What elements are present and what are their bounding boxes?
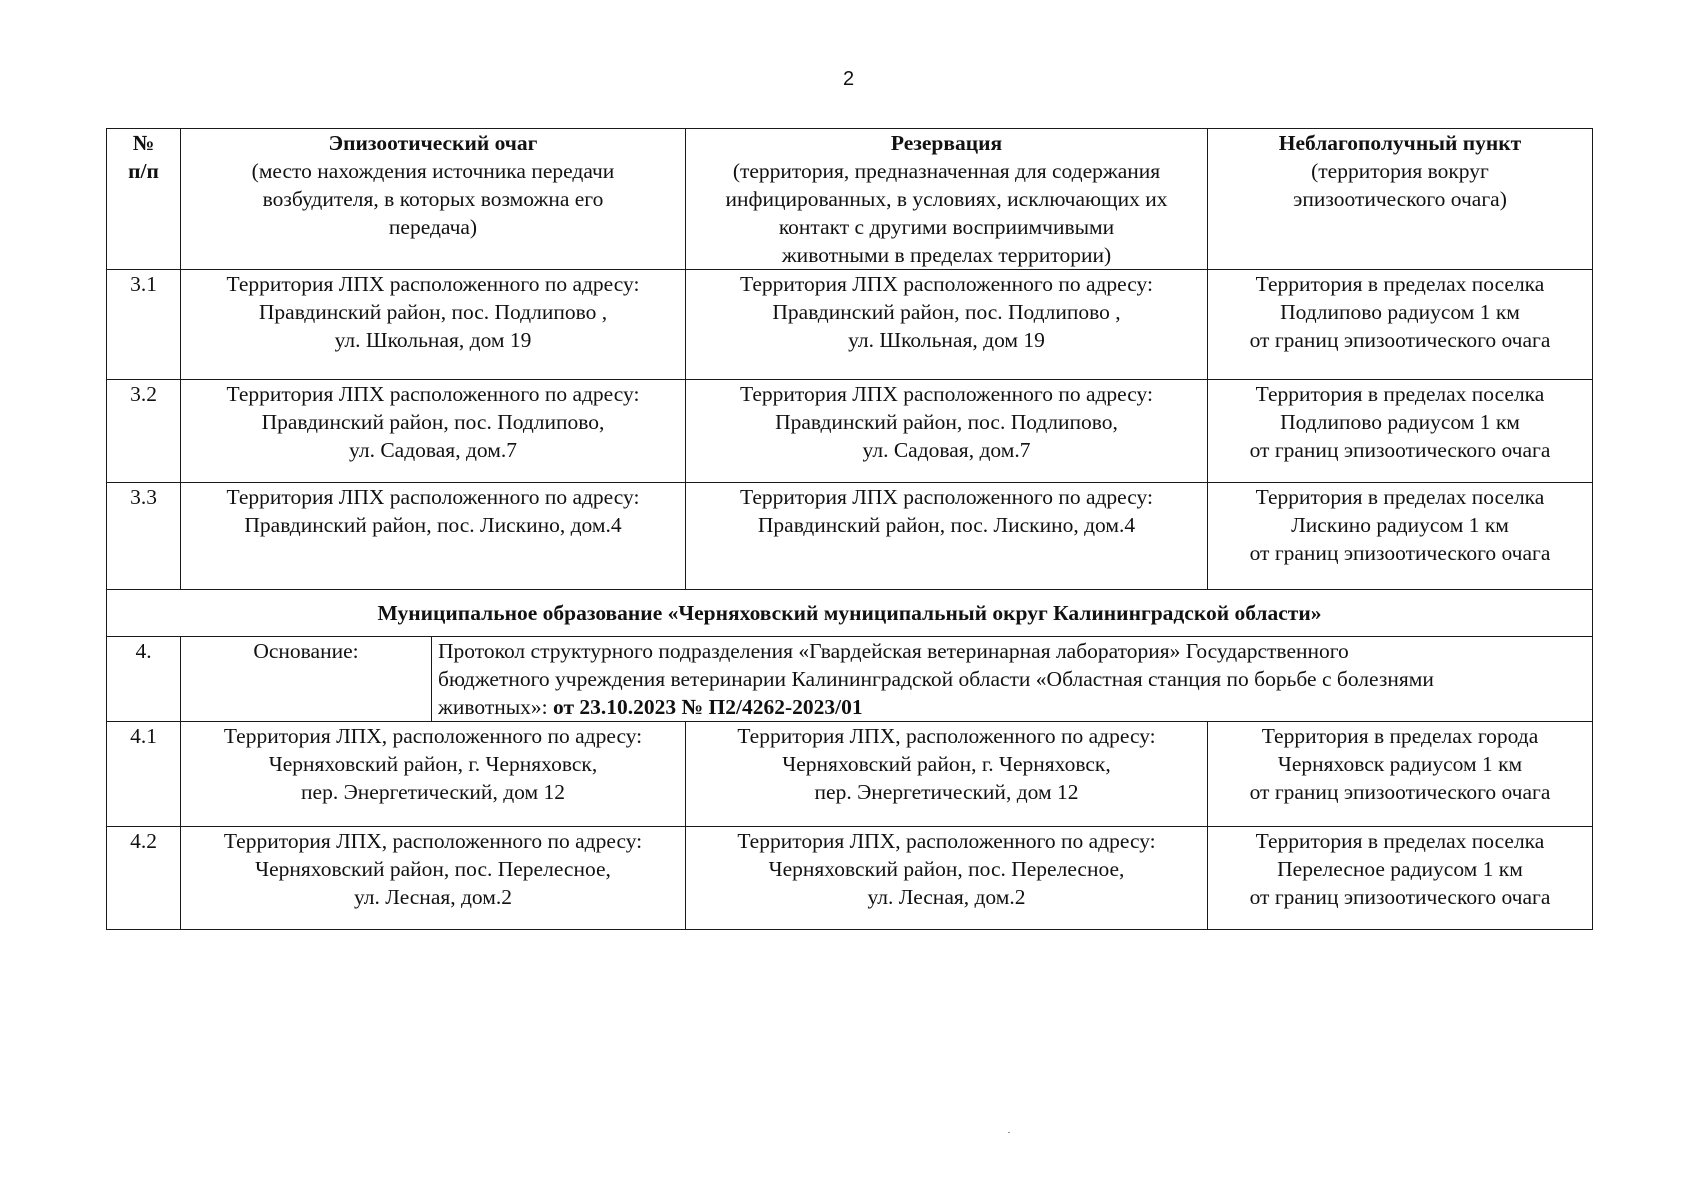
- focus-line: Территория ЛПХ, расположенного по адресу:: [223, 724, 643, 748]
- focus-line: ул. Лесная, дом.2: [353, 885, 513, 909]
- reserve-cell: [686, 722, 1208, 827]
- reserve-line: пер. Энергетический, дом 12: [814, 780, 1079, 804]
- header-reserve-desc: животными в пределах территории): [781, 243, 1112, 267]
- protocol-reference: от 23.10.2023 № П2/4262-2023/01: [553, 695, 863, 719]
- basis-text-line: бюджетного учреждения ветеринарии Калининградской области «Областная станция по борьбе с болезнями: [438, 667, 1434, 691]
- reserve-line: Территория ЛПХ расположенного по адресу:: [740, 272, 1153, 296]
- point-cell: [1208, 380, 1593, 483]
- header-point-desc: (территория вокруг: [1311, 159, 1489, 183]
- reserve-cell: [686, 827, 1208, 930]
- focus-line: ул. Школьная, дом 19: [334, 328, 532, 352]
- point-line: Территория в пределах поселка: [1255, 272, 1545, 296]
- focus-line: пер. Энергетический, дом 12: [301, 780, 565, 804]
- focus-line: Черняховский район, пос. Перелесное,: [255, 857, 611, 881]
- basis-text-tail: животных»:: [438, 695, 554, 719]
- focus-line: Правдинский район, пос. Подлипово ,: [258, 300, 608, 324]
- focus-line: ул. Садовая, дом.7: [349, 438, 517, 462]
- header-number-cell: [107, 129, 181, 270]
- focus-cell: [181, 380, 686, 483]
- reserve-line: ул. Садовая, дом.7: [862, 438, 1031, 462]
- reserve-line: Правдинский район, пос. Подлипово ,: [772, 300, 1121, 324]
- reserve-line: Правдинский район, пос. Лискино, дом.4: [757, 513, 1136, 537]
- reserve-line: Территория ЛПХ, расположенного по адресу:: [737, 829, 1156, 853]
- focus-cell: [181, 722, 686, 827]
- focus-cell: [181, 827, 686, 930]
- header-focus-desc: передача): [388, 215, 478, 239]
- point-line: Территория в пределах поселка: [1255, 382, 1545, 406]
- basis-label: Основание:: [181, 637, 432, 722]
- point-cell: [1208, 827, 1593, 930]
- row-number: 3.2: [107, 380, 181, 483]
- point-line: от границ эпизоотического очага: [1249, 780, 1551, 804]
- reserve-cell: [686, 270, 1208, 380]
- reserve-line: Черняховский район, пос. Перелесное,: [768, 857, 1125, 881]
- header-reserve-cell: [686, 129, 1208, 270]
- point-line: от границ эпизоотического очага: [1249, 328, 1551, 352]
- scan-speck: [1008, 1132, 1010, 1133]
- episootic-table: [106, 128, 1593, 930]
- focus-line: Правдинский район, пос. Подлипово,: [261, 410, 605, 434]
- table-row: [107, 380, 1593, 483]
- header-reserve-title: Резервация: [890, 131, 1003, 155]
- basis-text-line: [438, 693, 1586, 721]
- focus-line: Территория ЛПХ, расположенного по адресу:: [223, 829, 643, 853]
- point-cell: [1208, 483, 1593, 590]
- table-row: [107, 827, 1593, 930]
- focus-line: Правдинский район, пос. Лискино, дом.4: [244, 513, 622, 537]
- municipality-heading: Муниципальное образование «Черняховский муниципальный округ Калининградской области»: [107, 590, 1593, 637]
- reserve-line: ул. Лесная, дом.2: [867, 885, 1026, 909]
- table-header-row: [107, 129, 1593, 270]
- municipality-row: [107, 590, 1593, 637]
- reserve-line: Правдинский район, пос. Подлипово,: [775, 410, 1118, 434]
- reserve-line: ул. Школьная, дом 19: [848, 328, 1045, 352]
- table-row: [107, 722, 1593, 827]
- point-line: Территория в пределах поселка: [1255, 485, 1545, 509]
- basis-row: [107, 637, 1593, 722]
- point-cell: [1208, 722, 1593, 827]
- point-line: Черняховск радиусом 1 км: [1277, 752, 1523, 776]
- page-number: 2: [842, 68, 855, 90]
- point-line: Перелесное радиусом 1 км: [1277, 857, 1523, 881]
- table-row: [107, 270, 1593, 380]
- header-focus-desc: возбудителя, в которых возможна его: [262, 187, 604, 211]
- header-reserve-desc: инфицированных, в условиях, исключающих их: [725, 187, 1168, 211]
- row-number: 4.: [107, 637, 181, 722]
- header-reserve-desc: контакт с другими восприимчивыми: [778, 215, 1115, 239]
- header-focus-desc: (место нахождения источника передачи: [251, 159, 615, 183]
- header-number-abbr: п/п: [128, 159, 159, 183]
- reserve-line: Территория ЛПХ расположенного по адресу:: [740, 485, 1153, 509]
- point-line: от границ эпизоотического очага: [1249, 885, 1551, 909]
- header-focus-title: Эпизоотический очаг: [328, 131, 538, 155]
- header-point-desc: эпизоотического очага): [1293, 187, 1507, 211]
- row-number: 4.1: [107, 722, 181, 827]
- basis-text-line: Протокол структурного подразделения «Гвардейская ветеринарная лаборатория» Государственного: [438, 639, 1349, 663]
- point-cell: [1208, 270, 1593, 380]
- point-line: Подлипово радиусом 1 км: [1280, 410, 1520, 434]
- point-line: Территория в пределах города: [1261, 724, 1539, 748]
- reserve-line: Черняховский район, г. Черняховск,: [782, 752, 1111, 776]
- reserve-line: Территория ЛПХ расположенного по адресу:: [740, 382, 1153, 406]
- focus-line: Территория ЛПХ расположенного по адресу:: [226, 382, 640, 406]
- header-point-cell: [1208, 129, 1593, 270]
- header-number-symbol: №: [132, 131, 155, 155]
- reserve-line: Территория ЛПХ, расположенного по адресу:: [737, 724, 1156, 748]
- table-row: [107, 483, 1593, 590]
- reserve-cell: [686, 380, 1208, 483]
- header-reserve-desc: (территория, предназначенная для содержания: [732, 159, 1161, 183]
- focus-line: Черняховский район, г. Черняховск,: [268, 752, 598, 776]
- point-line: Территория в пределах поселка: [1255, 829, 1545, 853]
- row-number: 3.1: [107, 270, 181, 380]
- row-number: 4.2: [107, 827, 181, 930]
- point-line: от границ эпизоотического очага: [1249, 438, 1551, 462]
- focus-cell: [181, 483, 686, 590]
- point-line: от границ эпизоотического очага: [1249, 541, 1551, 565]
- point-line: Лискино радиусом 1 км: [1291, 513, 1509, 537]
- point-line: Подлипово радиусом 1 км: [1280, 300, 1520, 324]
- focus-cell: [181, 270, 686, 380]
- reserve-cell: [686, 483, 1208, 590]
- header-focus-cell: [181, 129, 686, 270]
- basis-text-cell: [432, 637, 1593, 722]
- header-point-title: Неблагополучный пункт: [1278, 131, 1522, 155]
- focus-line: Территория ЛПХ расположенного по адресу:: [226, 485, 640, 509]
- focus-line: Территория ЛПХ расположенного по адресу:: [226, 272, 640, 296]
- row-number: 3.3: [107, 483, 181, 590]
